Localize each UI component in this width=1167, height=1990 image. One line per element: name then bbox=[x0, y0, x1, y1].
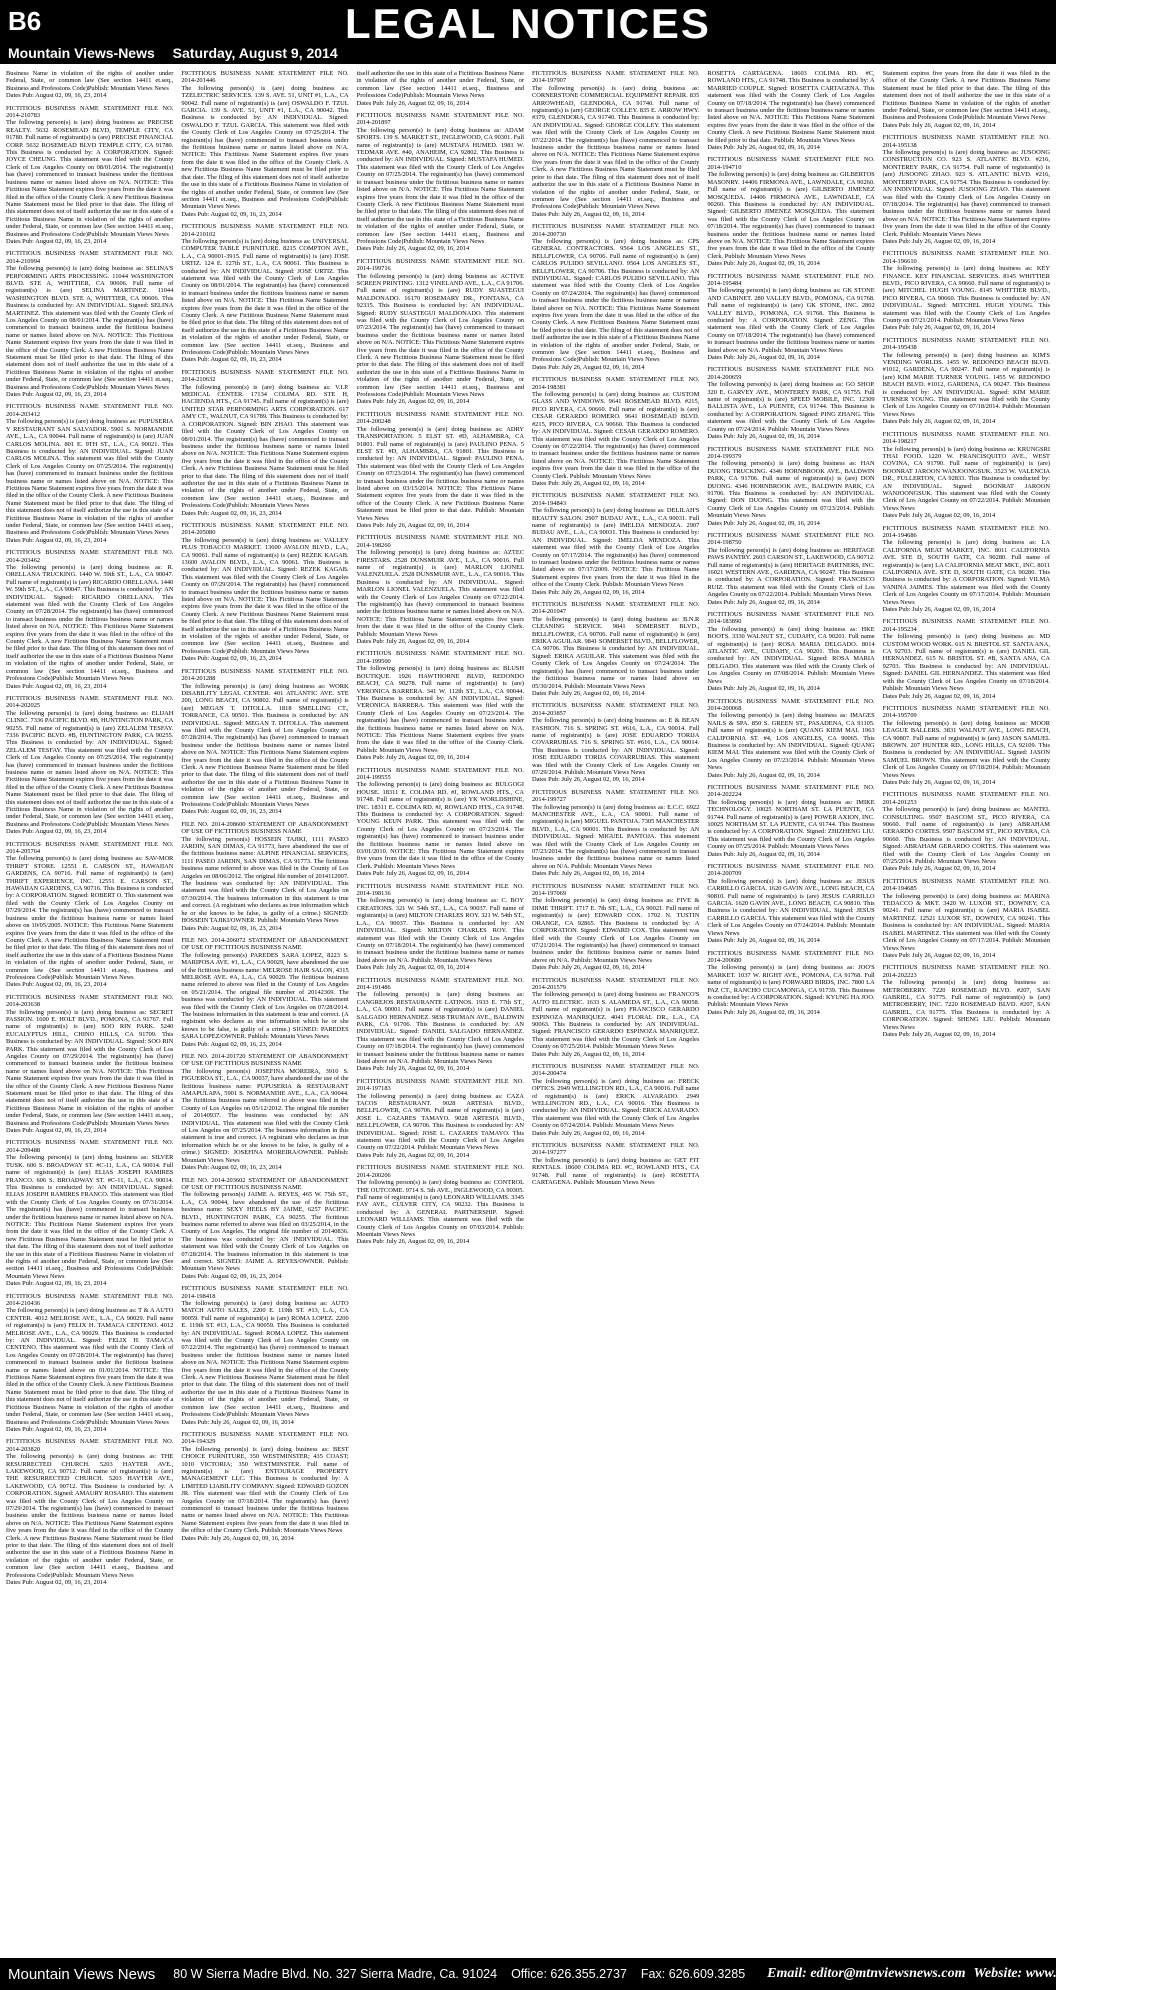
notice-title: FICTITIOUS BUSINESS NAME STATEMENT FILE NO. 2014-195438 bbox=[882, 336, 1050, 352]
legal-notice bbox=[707, 784, 874, 858]
notice-title: FICTITIOUS BUSINESS NAME STATEMENT FILE NO. 2014-199379 bbox=[707, 445, 875, 460]
notice-pub-dates: Dates Pub: August 02, 09, 16, 23, 2014 bbox=[181, 1040, 282, 1048]
notice-title: FICTITIOUS BUSINESS NAME STATEMENT FILE NO. 2014-210436 bbox=[6, 1292, 174, 1307]
notice-column bbox=[883, 70, 1050, 1952]
legal-notice bbox=[181, 668, 348, 816]
legal-notice bbox=[6, 1438, 173, 1586]
footer-email[interactable]: Email: editor@mtnviewsnews.com bbox=[767, 1966, 966, 1981]
notice-pub-dates: Dates Pub: July 26, August 02, 09, 16, 2014 bbox=[356, 1065, 470, 1073]
notice-title: FICTITIOUS BUSINESS NAME STATEMENT FILE NO. 2014-196610 bbox=[882, 250, 1050, 265]
legal-notice bbox=[181, 223, 348, 364]
notice-pub-dates: Dates Pub: July 26, August 02, 09, 16, 2014 bbox=[531, 1050, 645, 1058]
notice-pub-dates: Dates Pub: July 26, August 02, 09, 16, 2014 bbox=[707, 144, 820, 152]
notice-body: The following person(s) is (are) doing business as: FRANCO'S AUTO ELECTRIC. 1633 S. ALAMEDA ST., L.A., CA 90058. Full name of registrant(s) is (are) FRANCISCO GERARDO ESPINOZA MANRIQUEZ. 4041 FLORAL DR., L.A., CA 90063. This Business is conducted by: AN INDIVIDUAL. Signed: FRANCISCO GERARDO ESPINOZA MANRIQUEZ. This statement was filed with the County Clerk of Los Angeles County on 07/25/2014. Publish: Mountain Views News bbox=[531, 991, 700, 1051]
notice-title: FICTITIOUS BUSINESS NAME STATEMENT FILE NO. 2014-197907 bbox=[531, 70, 700, 85]
notice-body: The following person(s) is (are) doing business as: GK STONE AND CABINET. 280 VALLEY BLVD., POMONA, CA 91768. Full name of registrant(s) is (are) GK STONE, INC. 2802 VALLEY BLVD., POMONA, CA 91768. This Business is conducted by: A CORPORATION. Signed: ZENG. This statement was filed with the County Clerk of Los Angeles County on 07/18/2014. The registrant(s) has (have) commenced to transact business under the fictitious business name or names listed above on N/A. Publish: Mountain Views News bbox=[707, 287, 875, 354]
legal-notice bbox=[181, 937, 348, 1048]
notice-body: The following person(s) is (are) doing business as: SECRET PASSION. 1600 E. HOLT BLVD., POMONA, CA 91767. Full name of registrant(s) is (are) SOO RIN PARK. 5240 EUCALYPTUS HILL, CHINO HILLS, CA 91709. This Business is conducted by: AN INDIVIDUAL. Signed: SOO RIN PARK. This statement was filed with the County Clerk of Los Angeles County on 07/29/2014. The registrant(s) has (have) commenced to transact business under the fictitious business name or names listed above on N/A. NOTICE: This Fictitious Name Statement expires five years from the date it was filed in the office of the County Clerk. A new Fictitious Business Name Statement must be filed prior to that date. The filing of this statement does not of itself authorize the use in this state of a Fictitious Business Name in violation of the rights of another under Federal, State, or common law (See section 14411 et.seq., Business and Professions Code)Publish: Mountain Views News bbox=[6, 1008, 174, 1127]
notice-pub-dates: Dates Pub: August 02, 09, 16, 23, 2014 bbox=[181, 924, 282, 932]
notice-title: FICTITIOUS BUSINESS NAME STATEMENT FILE NO. 2014-200709 bbox=[707, 863, 875, 878]
notice-pub-dates: Dates Pub: July 26, August 02, 09, 16, 2014 bbox=[882, 512, 996, 520]
notice-title: FICTITIOUS BUSINESS NAME STATEMENT FILE NO. 2014-201897 bbox=[356, 112, 524, 127]
notice-body: The following person(s) is (are) doing business as: GO SHOP. 320 E. GARVEY AVE., MONTEREY PARK, CA 91755. Full name of registrant(s) is (are) SPEED MOBILE, INC. 12309 BALLISTA AVE., LA PUENTE, CA 91744. This Business is conducted by: A CORPORATION. Signed: PING ZHANG. This statement was filed with the County Clerk of Los Angeles County on 07/24/2014. Publish: Mountain Views News bbox=[707, 381, 875, 433]
notice-pub-dates: Dates Pub: July 26, August 02, 09, 16, 2014 bbox=[531, 1129, 645, 1137]
legal-notice bbox=[357, 258, 524, 406]
publication-name: Mountain Views-News bbox=[8, 45, 155, 61]
notice-body: The following person(s) is (are) doing business as: C. BOY CREATIONS. 321 W. 54th ST., L.A., CA 90037. Full name of registrant(s) is (are) MILTON CHARLES ROY. 321 W. 54th ST., L.A., CA 90037. This Business is conducted by: AN INDIVIDUAL. Signed: MILTON CHARLES ROY. This statement was filed with the County Clerk of Los Angeles County on 07/18/2014. The registrant(s) has (have) commenced to transact business under the fictitious business name or names listed above on N/A. Publish: Mountain Views News bbox=[356, 897, 524, 964]
notice-pub-dates: Dates Pub: July 26, August 02, 09, 16, 2014 bbox=[531, 964, 645, 972]
notice-pub-dates: Dates Pub: August 02, 09, 16, 23, 2014 bbox=[181, 1164, 282, 1172]
masthead bbox=[0, 0, 1056, 64]
legal-notice bbox=[6, 549, 173, 690]
notice-pub-dates: Dates Pub: August 02, 09, 16, 23, 2014 bbox=[6, 391, 107, 399]
legal-notice bbox=[357, 1164, 524, 1245]
notice-title: FICTITIOUS BUSINESS NAME STATEMENT FILE NO. 2014-198136 bbox=[356, 882, 524, 898]
legal-notice bbox=[532, 1142, 699, 1186]
notice-body: The following person(s) is (are) doing business as: WORK DISABILITY LEGAL CENTER. 401 ATLANTIC AVE. STE 200, LONG BEACH, CA 90802. Full name of registrant(s) is (are) MEGAN T. DITOLLA. 1818 SMELLING CT., TORRANCE, CA 90501. This Business is conducted by: AN INDIVIDUAL. Signed: MEGAN T. DITOLLA. This statement was filed with the County Clerk of Los Angeles County on 07/28/2014. The registrant(s) has (have) commenced to transact business under the fictitious business name or names listed above on N/A. NOTICE: This Fictitious Name Statement expires five years from the date it was filed in the office of the County Clerk. A new Fictitious Business Name Statement must be filed prior to that date. The filing of this statement does not of itself authorize the use in this state of a Fictitious Business Name in violation of the rights of another under Federal, State, or common law (See section 14411 et.seq., Business and Professions Code)Publish: Mountain Views News bbox=[181, 682, 349, 808]
legal-notice bbox=[357, 1078, 524, 1159]
notice-body: The following person(s) is (are) doing business as: LA CALIFORNIA MEAT MARKET, INC. 8011 CALIFORNIA AVE. STE D, SOUTH GATE, CA 90280. Full name of registrant(s) is (are) LA CALIFORNIA MEAT MKT., INC. 8011 CALIFORNIA AVE. STE D, SOUTH GATE, CA 90280. This Business is conducted by: A CORPORATION. Signed: VILMA VANINA JAIMES. This statement was filed with the County Clerk of Los Angeles County on 07/17/2014. Publish: Mountain Views News bbox=[882, 539, 1050, 606]
notice-title: FILE NO. 2014-208600 STATEMENT OF ABANDONMENT OF USE OF FICTITIOUS BUSINESS NAME bbox=[181, 820, 349, 836]
notice-title: FICTITIOUS BUSINESS NAME STATEMENT FILE NO. 2014-210783 bbox=[6, 104, 174, 120]
notice-body: The following person(s) JAIME A. REYES, 465 W. 75th ST., L.A., CA 90044, have abandoned the use of the fictitious business name: SEXY HEELS BY JAIME, 6257 PACIFIC BLVD., HUNTINGTON PARK, CA 90255. The fictitious business name referred to above was filed on 03/25/2014, in the County of Los Angeles. The original file number of 20140836. The business was conducted by: AN INDIVIDUAL. This statement was filed with the County Clerk of Los Angeles on 07/28/2014. The business information in this statement is true and correct. SIGNED: JAIME A. REYES/OWNER. Publish: Mountain Views News bbox=[181, 1191, 349, 1273]
notice-column bbox=[357, 70, 524, 1952]
notice-body: The following person(s) is (are) doing business as: T & A AUTO CENTER. 4012 MELROSE AVE., L.A., CA 90029. Full name of registrant(s) is (are) FELIX H. TAMACA CENTENO. 4012 MELROSE AVE., L.A., CA 90029. This Business is conducted by: AN INDIVIDUAL. Signed: FELIX H. TAMACA CENTENO. This statement was filed with the County Clerk of Los Angeles County on 07/28/2014. The registrant(s) has (have) commenced to transact business under the fictitious business name or names listed above on 01/01/2014. NOTICE: This Fictitious Name Statement expires five years from the date it was filed in the office of the County Clerk. A new Fictitious Business Name Statement must be filed prior to that date. The filing of this statement does not of itself authorize the use in this state of a Fictitious Business Name in violation of the rights of another under Federal, State, or common law (See section 14411 et.seq., Business and Professions Code)Publish: Mountain Views News bbox=[6, 1307, 174, 1426]
notice-title: FICTITIOUS BUSINESS NAME STATEMENT FILE NO. 2014-209488 bbox=[6, 1139, 174, 1154]
notice-body: The following person(s) is (are) doing business as: UNIVERSAL COMPUTER TABLE FURNITURE. 8215 COMPTON AVE., L.A., CA 90001-3915. Full name of registrant(s) is (are) JOSE URTIZ. 124 E. 127th ST., L.A., CA 90061. This Business is conducted by: AN INDIVIDUAL. Signed: JOSE URTIZ. This statement was filed with the County Clerk of Los Angeles County on 08/01/2014. The registrant(s) has (have) commenced to transact business under the fictitious business name or names listed above on N/A. NOTICE: This Fictitious Name Statement expires five years from the date it was filed in the office of the County Clerk. A new Fictitious Business Name Statement must be filed prior to that date. The filing of this statement does not of itself authorize the use in this state of a Fictitious Business Name in violation of the rights of another under Federal, State, or common law (See section 14411 et.seq., Business and Professions Code)Publish: Mountain Views News bbox=[181, 237, 349, 357]
notice-title: FICTITIOUS BUSINESS NAME STATEMENT FILE NO. 2014-200730 bbox=[531, 223, 700, 238]
notice-body: The following person(s) is (are) doing business as: FIVE & DIME THRIFT. 1717 E. 7th ST., L.A., CA 90021. Full name of registrant(s) is (are) EDWARD COX. 1702 N. TUSTIN ORANGE, CA 92865. This Business is conducted by: A CORPORATION. Signed: EDWARD COX. This statement was filed with the County Clerk of Los Angeles County on 07/21/2014. The registrant(s) has (have) commenced to transact business under the fictitious business name or names listed above on N/A. Publish: Mountain Views News bbox=[531, 897, 700, 964]
notice-pub-dates: Dates Pub: August 02, 09, 16, 23, 2014 bbox=[181, 1272, 282, 1280]
notice-pub-dates: Dates Pub: July 26, August 02, 09, 16, 2014 bbox=[707, 354, 820, 362]
notice-column bbox=[6, 70, 173, 1952]
notice-title: FILE NO. 2014-201720 STATEMENT OF ABANDONMENT OF USE OF FICTITIOUS BUSINESS NAME bbox=[181, 1053, 349, 1068]
legal-notice bbox=[707, 156, 874, 267]
notice-body: The following person(s) is (are) doing business as: R. ORELLANA TRUCKING. 1440 W. 59th ST., L.A., CA 90047. Full name of registrant(s) is (are) RICARDO ORELLANA. 1440 W. 59th ST., L.A., CA 90047. This Business is conducted by: AN INDIVIDUAL. Signed: RICARDO ORELLANA. This statement was filed with the County Clerk of Los Angeles County on 07/28/2014. The registrant(s) has (have) commenced to transact business under the fictitious business name or names listed above on N/A. NOTICE: This Fictitious Name Statement expires five years from the date it was filed in the office of the County Clerk. A new Fictitious Business Name Statement must be filed prior to that date. The filing of this statement does not of itself authorize the use in this state of a Fictitious Business Name in violation of the rights of another under Federal, State, or common law (See section 14411 et.seq., Business and Professions Code)Publish: Mountain Views News bbox=[6, 564, 174, 683]
notice-body: Statement expires five years from the date it was filed in the office of the County Clerk. A new Fictitious Business Name Statement must be filed prior to that date. The filing of this statement does not of itself authorize the use in this state of a Fictitious Business Name in violation of the rights of another under Federal, State, or common law (See section 14411 et.seq., Business and Professions Code)Publish: Mountain Views News bbox=[882, 70, 1050, 122]
notice-title: FICTITIOUS BUSINESS NAME STATEMENT FILE NO. 2014-201253 bbox=[882, 791, 1050, 806]
notice-body: The following person(s) is (are) doing business as: IMIKE TECHNOLOGY. 10025 NORTHAM ST. LA PUENTE, CA 91744. Full name of registrant(s) is (are) POWER AXION, INC. 10025 NORTHAM ST. LA PUENTE, CA 91744. This Business is conducted by: A CORPORATION. Signed: ZHIZHENG LIU. This statement was filed with the County Clerk of Los Angeles County on 07/25/2014. Publish: Mountain Views News bbox=[707, 798, 875, 851]
notice-title: FICTITIOUS BUSINESS NAME STATEMENT FILE NO. 2014-191486 bbox=[356, 976, 524, 991]
legal-notice bbox=[532, 789, 699, 878]
notice-body: The following person(s) is (are) doing business as: METROBERRY. 7220 ROSEMEAD BLVD. #207, SAN GABRIEL, CA 91775. Full name of registrant(s) is (are) METROBERRY, INC. 7220 ROSEMEAD BLVD. #207, SAN GABRIEL, CA 91775. This Business is conducted by: A CORPORATION. Signed: SHENG LIU. Publish: Mountain Views News bbox=[882, 979, 1050, 1031]
notice-pub-dates: Dates Pub: July 26, August 02, 09, 16, 2014 bbox=[531, 689, 645, 697]
notice-pub-dates: Dates Pub: July 26, August 02, 09, 16, 2014 bbox=[531, 870, 645, 878]
notice-body: The following person(s) is (are) doing business as: MANTEL CONSULTING. 9507 BASCOM ST., PICO RIVERA, CA 90660. Full name of registrant(s) is (are) ABRAHAM GERARDO CORTES. 9507 BASCOM ST., PICO RIVERA, CA 90660. This Business is conducted by: AN INDIVIDUAL. Signed: ABRAHAM GERARDO CORTES. This statement was filed with the County Clerk of Los Angeles County on 07/25/2014. Publish: Mountain Views News bbox=[882, 806, 1050, 866]
notice-pub-dates: Dates Pub: August 02, 09, 16, 23, 2014 bbox=[181, 655, 282, 663]
notice-pub-dates: Dates Pub: August 02, 09, 16, 23, 2014 bbox=[181, 210, 282, 218]
notice-pub-dates: Dates Pub: July 26, August 02, 09, 16, 2014 bbox=[707, 850, 820, 858]
notice-body: The following person(s) is (are) doing business as: JESUS CARRILLO GARCIA. 1620 GAVIN AVE., LONG BEACH, CA 90810. Full name of registrant(s) is (are) JESUS CARRILLO GARCIA. 1620 GAVIN AVE., LONG BEACH, CA 90810. This Business is conducted by: AN INDIVIDUAL. Signed: JESUS CARRILLO GARCIA. This statement was filed with the County Clerk of Los Angeles County on 07/24/2014. Publish: Mountain Views News bbox=[707, 877, 875, 937]
notice-body: The following person(s) is (are) doing business as: ELIJAH CLINIC. 7336 PACIFIC BLVD. #B, HUNTINGTON PARK, CA 90255. Full name of registrant(s) is (are) ZELALEM TESFAY. 7336 PACIFIC BLVD. #B, HUNTINGTON PARK, CA 90255. This Business is conducted by: AN INDIVIDUAL. Signed: ZELALEM TESFAY. This statement was filed with the County Clerk of Los Angeles County on 07/25/2014. The registrant(s) has (have) commenced to transact business under the fictitious business name or names listed above on N/A. NOTICE: This Fictitious Name Statement expires five years from the date it was filed in the office of the County Clerk. A new Fictitious Business Name Statement must be filed prior to that date. The filing of this statement does not of itself authorize the use in this state of a Fictitious Business Name in violation of the rights of another under Federal, State, or common law (See section 14411 et.seq., Business and Professions Code)Publish: Mountain Views News bbox=[6, 709, 174, 828]
legal-notice bbox=[883, 70, 1050, 129]
legal-notice bbox=[532, 70, 699, 218]
legal-notice bbox=[532, 376, 699, 487]
legal-notice bbox=[181, 522, 348, 663]
notice-title: FICTITIOUS BUSINESS NAME STATEMENT FILE NO. 2014-210994 bbox=[6, 250, 174, 265]
notice-body: The following person(s) PAREDES SARA LOPEZ, 8223 S. MARIPOSA AVE. #1, L.A., CA 90029, have abandoned the use of the fictitious business name: MELROSE HAIR SALON, 4315 MELROSE AVE. #A, L.A., CA 90029. The fictitious business name referred to above was filed in the County of Los Angeles on 05/21/2014. The original file number of 20142369. The business was conducted by: AN INDIVIDUAL. This statement was filed with the County Clerk of Los Angeles on 07/28/2014. The business information in this statement is true and correct. (A registrant who declares as true information which he or she knows to be false, is guilty of a crime.) SIGNED: PAREDES SARA LOPEZ/OWNER. Publish: Mountain Views News bbox=[181, 951, 349, 1041]
footer-office-phone: Office: 626.355.2737 bbox=[511, 1967, 627, 1981]
notice-pub-dates: Dates Pub: July 26, August 02, 09, 16, 2014 bbox=[356, 870, 470, 878]
notice-pub-dates: Dates Pub: July 26, August 02, 09, 16, 2014 bbox=[707, 1008, 820, 1016]
notice-pub-dates: Dates Pub: July 26, August 02, 09, 16, 2014 bbox=[181, 1418, 294, 1426]
notice-pub-dates: Dates Pub: August 02, 09, 16, 23, 2014 bbox=[6, 237, 107, 245]
footer-website[interactable]: Website: www.mtnviewsnews.com bbox=[973, 1966, 1167, 1981]
notice-body: The following person(s) is (are) doing business as: MD CUSTOM WOOD WORK. 615 N. BRISTOL ST. SANTA ANA, CA 92703. Full name of registrant(s) is (are) DANIEL GIL HERNANDEZ. 615 N. BRISTOL ST. #B, SANTA ANA, CA 92703. This Business is conducted by: AN INDIVIDUAL. Signed: DANIEL GIL HERNANDEZ. This statement was filed with the County Clerk of Los Angeles County on 07/18/2014. Publish: Mountain Views News bbox=[882, 633, 1050, 693]
notice-pub-dates: Dates Pub: July 26, August 02, 09, 16, 2014 bbox=[356, 1151, 470, 1159]
notice-body: The following person(s) is (are) doing business as: ADAM SPORTS. 139 S. MARKET ST., INGLEWOOD, CA 90301. Full name of registrant(s) is (are) MUSTAFA HUMED. 1981 W. TEDMAR AVE. #40, ANAHEIM, CA 92802. This Business is conducted by: AN INDIVIDUAL. Signed: MUSTAFA HUMED. This statement was filed with the County Clerk of Los Angeles County on 07/25/2014. The registrant(s) has (have) commenced to transact business under the fictitious business name or names listed above on N/A. NOTICE: This Fictitious Name Statement expires five years from the date it was filed in the office of the County Clerk. A new Fictitious Business Name Statement must be filed prior to that date. The filing of this statement does not of itself authorize the use in this state of a Fictitious Business Name in violation of the rights of another under Federal, State, or common law (See section 14411 et.seq., Business and Professions Code)Publish: Mountain Views News bbox=[356, 126, 524, 245]
notice-body: The following person(s) is (are) doing business as: CUSTOM GLASS AND WINDOWS. 9641 ROSEMEAD BLVD. #215, PICO RIVERA, CA 90660. Full name of registrant(s) is (are) CESAR GERARDO ROMERO. 9641 ROSEMEAD BLVD. #215, PICO RIVERA, CA 90660. This Business is conducted by: AN INDIVIDUAL. Signed: CESAR GERARDO ROMERO. This statement was filed with the County Clerk of Los Angeles County on 07/22/2014. The registrant(s) has (have) commenced to transact business under the fictitious business name or names listed above on N/A. NOTICE: This Fictitious Name Statement expires five years from the date it was filed in the office of the County Clerk. Publish: Mountain Views News bbox=[531, 391, 700, 480]
legal-notice bbox=[532, 1063, 699, 1137]
notice-pub-dates: Dates Pub: August 02, 09, 16, 23, 2014 bbox=[6, 1425, 107, 1433]
notice-title: FICTITIOUS BUSINESS NAME STATEMENT FILE NO. 2014-199500 bbox=[356, 650, 524, 665]
notice-title: FICTITIOUS BUSINESS NAME STATEMENT FILE NO. 2014-195709 bbox=[882, 704, 1050, 720]
notice-body: The following person(s) is (are) doing business as: PRECISE REALTY. 5632 ROSEMEAD BLVD, TEMPLE CITY, CA 91780. Full name of registrant(s) is (are) PRECISE FINANCIAL CORP. 5632 ROSEMEAD BLVD TEMPLE CITY, CA 91780. This Business is conducted by: A CORPORATION. Signed: JOYCE CHEUNG. This statement was filed with the County Clerk of Los Angeles County on 08/01/2014. The registrant(s) has (have) commenced to transact business under the fictitious business name or names listed above on N/A. NOTICE: This Fictitious Name Statement expires five years from the date it was filed in the office of the County Clerk. A new Fictitious Business Name Statement must be filed prior to that date. The filing of this statement does not of itself authorize the use in this state of a Fictitious Business Name in violation of the rights of another under Federal, State, or common law (See section 14411 et.seq., Business and Professions Code)Publish: Mountain Views News bbox=[6, 119, 174, 238]
page-number: B6 bbox=[8, 6, 42, 36]
notice-pub-dates: Dates Pub: July 26, August 02, 09, 16, 2014 bbox=[707, 519, 820, 527]
notice-pub-dates: Dates Pub: July 26, August 02, 09, 16, 2014 bbox=[531, 776, 645, 784]
notice-body: The following person(s) is (are) doing business as: AZTEC FIRESTARS. 2528 DUNSMUIR AVE., L.A., CA 90016. Full name of registrant(s) is (are) MARLON LIONEL VALENZUELA. 2528 DUNSMUIR AVE., L.A., CA 90016. This Business is conducted by: AN INDIVIDUAL. Signed: MARLON LIONEL VALENZUELA. This statement was filed with the County Clerk of Los Angeles County on 07/22/2014. The registrant(s) has (have) commenced to transact business under the fictitious business name or names listed above on N/A. NOTICE: This Fictitious Name Statement expires five years from the date it was filed in the office of the County Clerk. Publish: Mountain Views News bbox=[356, 549, 524, 638]
notice-body: The following person(s) is (are) doing business as: JOO'S MARKET. 1037 W. RIGHT AVE., POMONA, CA 91768. Full name of registrant(s) is (are) FORWARD BIRDS, INC. 7800 LA PAZ CT., RANCHO CUCAMONGA, CA 91739. This Business is conducted by: A CORPORATION. Signed: KYUNG HA JOO. Publish: Mountain Views News bbox=[707, 964, 875, 1009]
notice-pub-dates: Dates Pub: July 26, August 02, 09, 16, 2014 bbox=[531, 479, 645, 487]
notice-title: FICTITIOUS BUSINESS NAME STATEMENT FILE NO. 2014-199555 bbox=[356, 766, 524, 781]
notice-title: FICTITIOUS BUSINESS NAME STATEMENT FILE NO. 2014-201047 bbox=[531, 601, 700, 616]
notice-body: The following person(s) is (are) doing business as: GET FIT RENTALS. 18600 COLIMA RD. #C, ROWLAND HTS., CA 91748. Full name of registrant(s) is (are) ROSETTA CARTAGENA. Publish: Mountain Views News bbox=[531, 1156, 700, 1187]
legal-notice bbox=[532, 601, 699, 697]
notice-pub-dates: Dates Pub: July 26, August 02, 09, 16, 2014 bbox=[356, 1238, 470, 1246]
notice-body: The following person(s) is (are) doing business as: SELINA'S PERFORMING ARTS PROCESSING. 11044 WASHINGTON BLVD. STE A, WHITTIER, CA 90606. Full name of registrant(s) is (are) SELINA MARTINEZ. 11044 WASHINGTON BLVD. STE A, WHITTIER, CA 90606. This Business is conducted by: AN INDIVIDUAL. Signed: SELINA MARTINEZ. This statement was filed with the County Clerk of Los Angeles County on 08/01/2014. The registrant(s) has (have) commenced to transact business under the fictitious business name or names listed above on N/A. NOTICE: This Fictitious Name Statement expires five years from the date it was filed in the office of the County Clerk. A new Fictitious Business Name Statement must be filed prior to that date. The filing of this statement does not of itself authorize the use in this state of a Fictitious Business Name in violation of the rights of another under Federal, State, or common law (See section 14411 et.seq., Business and Professions Code)Publish: Mountain Views News bbox=[6, 265, 174, 391]
notice-title: FICTITIOUS BUSINESS NAME STATEMENT FILE NO. 2014-200474 bbox=[531, 1063, 700, 1078]
notice-pub-dates: Dates Pub: July 26, August 02, 09, 16, 2014 bbox=[882, 121, 996, 129]
notice-body: The following person(s) is (are) doing business as: DELILAH'S BEAUTY SALON. 2907 BUDAU AVE., L.A., CA 90031. Full name of registrant(s) is (are) IMELDA MENDOZA. 2907 BUDAU AVE., L.A., CA 90031. This Business is conducted by: AN INDIVIDUAL. Signed: IMELDA MENDOZA. This statement was filed with the County Clerk of Los Angeles County on 07/17/2014. The registrant(s) has (have) commenced to transact business under the fictitious business name or names listed above on 07/17/2009. NOTICE: This Fictitious Name Statement expires five years from the date it was filed in the office of the County Clerk. Publish: Mountain Views News bbox=[531, 507, 700, 589]
notice-pub-dates: Dates Pub: July 26, August 02, 09, 16, 2014 bbox=[356, 754, 470, 762]
notice-body: Business Name in violation of the rights of another under Federal, State, or common law (See section 14411 et.seq., Business and Professions Code)Publish: Mountain Views News bbox=[6, 70, 174, 92]
notice-body: The following person(s) is (are) doing business as: PUPUSERIA Y RESTAURANT SAN SALVADOR. 5901 S. NORMANDIE AVE., L.A., CA 90044. Full name of registrant(s) is (are) JUAN CARLOS MOLINA. 801 E. 9TH ST., L.A., CA 90021. This Business is conducted by: AN INDIVIDUAL. Signed: JUAN CARLOS MOLINA. This statement was filed with the County Clerk of Los Angeles County on 07/25/2014. The registrant(s) has (have) commenced to transact business under the fictitious business name or names listed above on N/A. NOTICE: This Fictitious Name Statement expires five years from the date it was filed in the office of the County Clerk. A new Fictitious Business Name Statement must be filed prior to that date. The filing of this statement does not of itself authorize the use in this state of a Fictitious Business Name in violation of the rights of another under Federal, State, or common law (See section 14411 et.seq., Business and Professions Code)Publish: Mountain Views News bbox=[6, 418, 174, 537]
notice-pub-dates: Dates Pub: July 26, August 02, 09, 16, 2014 bbox=[882, 237, 996, 245]
notice-body: The following person(s) is (are) doing business as: TZELECTRIC SERVICES. 139 S. AVE. 51, UNIT #1, L.A., CA 90042. Full name of registrant(s) is (are) OSWALDO F. TZUL GARCIA. 139 S. AVE. 51, UNIT #1, L.A., CA 90042. This Business is conducted by: AN INDIVIDUAL. Signed: OSWALDO F. TZUL GARCIA. This statement was filed with the County Clerk of Los Angeles County on 07/25/2014. The registrant(s) has (have) commenced to transact business under the fictitious business name or names listed above on N/A. NOTICE: This Fictitious Name Statement expires five years from the date it was filed in the office of the County Clerk. A new Fictitious Business Name Statement must be filed prior to that date. The filing of this statement does not of itself authorize the use in this state of a Fictitious Business Name in violation of the rights of another under Federal, State, or common law (See section 14411 et.seq., Business and Professions Code)Publish: Mountain Views News bbox=[181, 84, 349, 211]
legal-notice bbox=[181, 1053, 348, 1172]
notice-pub-dates: Dates Pub: August 02, 09, 16, 23, 2014 bbox=[6, 828, 107, 836]
notice-title: FICTITIOUS BUSINESS NAME STATEMENT FILE NO. 2014-200680 bbox=[707, 949, 875, 964]
notice-pub-dates: Dates Pub: July 26, August 02, 09, 16, 2014 bbox=[531, 363, 645, 371]
legal-notice bbox=[532, 977, 699, 1058]
legal-notice bbox=[357, 411, 524, 530]
notice-title: FICTITIOUS BUSINESS NAME STATEMENT FILE NO. 2014-183890 bbox=[707, 611, 875, 626]
notice-pub-dates: Dates Pub: July 26, August 02, 09, 16, 2014 bbox=[882, 865, 996, 873]
notice-body: ROSETTA CARTAGENA. 18603 COLIMA RD. #C, ROWLAND HTS., CA 91748. This Business is conducted by: A MARRIED COUPLE. Signed: ROSETTA CARTAGENA. This statement was filed with the County Clerk of Los Angeles County on 07/18/2014. The registrant(s) has (have) commenced to transact business under the fictitious business name or names listed above on N/A. NOTICE: This Fictitious Name Statement expires five years from the date it was filed in the office of the County Clerk. A new Fictitious Business Name Statement must be filed prior to that date. Publish: Mountain Views News bbox=[707, 70, 875, 144]
notice-body: The following person(s) is (are) doing business as: ADRY TRANSPORTATION. 5 ELST ST. #D, ALHAMBRA, CA 91801. Full name of registrant(s) is (are) PAULINO PENA. 5 ELST ST. #D, ALHAMBRA, CA 91801. This Business is conducted by: AN INDIVIDUAL. Signed: PAULINO PENA. This statement was filed with the County Clerk of Los Angeles County on 07/23/2014. The registrant(s) has (have) commenced to transact business under the fictitious business name or names listed above on 03/15/2014. NOTICE: This Fictitious Name Statement expires five years from the date it was filed in the office of the County Clerk. A new Fictitious Business Name Statement must be filed prior to that date. Publish: Mountain Views News bbox=[356, 425, 524, 522]
notice-title: FICTITIOUS BUSINESS NAME STATEMENT FILE NO. 2014-205080 bbox=[181, 521, 349, 537]
notice-title: FICTITIOUS BUSINESS NAME STATEMENT FILE NO. 2014-203857 bbox=[531, 702, 700, 717]
legal-notice bbox=[6, 250, 173, 398]
notice-body: The following person(s) is (are) doing business as: E.C.C. 6922 MANCHESTER AVE., L.A., CA 90001. Full name of registrant(s) is (are) MIGUEL PANTOJA. 7305 MANCHESTER BLVD., L.A., CA 90001. This Business is conducted by: AN INDIVIDUAL. Signed: MIGUEL PANTOJA. This statement was filed with the County Clerk of Los Angeles County on 07/23/2014. The registrant(s) has (have) commenced to transact business under the fictitious business name or names listed above on N/A. Publish: Mountain Views News bbox=[531, 803, 700, 870]
notice-pub-dates: Dates Pub: July 26, August 02, 09, 16, 2014 bbox=[356, 638, 470, 646]
notice-body: The following person(s) is (are) doing business as: MARINA TEDACCO & MKT. 3420 W. LUXOR ST., DOWNEY, CA 90241. Full name of registrant(s) is (are) MARIA ISABEL MARTINEZ. 12521 LUXOR ST., DOWNEY, CA 90241. This Business is conducted by: AN INDIVIDUAL. Signed: MARIA ISABEL MARTINEZ. This statement was filed with the County Clerk of Los Angeles County on 07/17/2014. Publish: Mountain Views News bbox=[882, 892, 1050, 952]
legal-notice bbox=[6, 70, 173, 100]
legal-notice bbox=[181, 1177, 348, 1281]
notice-title: FICTITIOUS BUSINESS NAME STATEMENT FILE NO. 2014-198217 bbox=[882, 430, 1050, 446]
legal-notice bbox=[181, 70, 348, 218]
legal-notice bbox=[883, 431, 1050, 520]
notice-title: FICTITIOUS BUSINESS NAME STATEMENT FILE NO. 2014-197277 bbox=[531, 1142, 700, 1157]
notice-pub-dates: Dates Pub: August 02, 09, 16, 23, 2014 bbox=[6, 682, 107, 690]
notice-body: The following person(s) is (are) doing business as: KIM'S VENDING WORLDS. 1455 W. REDONDO BEACH BLVD. #1012, GARDENA, CA 90247. Full name of registrant(s) is (are) KIM MARIE TURNER YOUNG. 1455 W. REDONDO BEACH BLVD. #1012, GARDENA, CA 90247. This Business is conducted by: AN INDIVIDUAL. Signed: KIM MARIE TURNER YOUNG. This statement was filed with the County Clerk of Los Angeles County on 07/18/2014. Publish: Mountain Views News bbox=[882, 351, 1050, 418]
footer bbox=[0, 1958, 1167, 1990]
notice-body: The following person(s) is (are) doing business as: HERITAGE PAWS PANTRY. 2603 CARSON ST., LAKEWOOD, CA 90712. Full name of registrant(s) is (are) HERITAGE PARTNERS, INC. 16021 WESTERN AVE., GARDENA, CA 90247. This Business is conducted by: A CORPORATION. Signed: FRANCISCO RUIZ. This statement was filed with the County Clerk of Los Angeles County on 07/22/2014. Publish: Mountain Views News bbox=[707, 546, 875, 599]
notice-pub-dates: Dates Pub: July 26, August 02, 09, 16, 2014 bbox=[882, 1030, 996, 1038]
notice-title: FICTITIOUS BUSINESS NAME STATEMENT FILE NO. 2014-201446 bbox=[181, 70, 349, 85]
notice-pub-dates: Dates Pub: July 26, August 02, 09, 16, 2014 bbox=[356, 521, 470, 529]
notice-title: FILE NO. 2014-206072 STATEMENT OF ABANDONMENT OF USE OF FICTITIOUS BUSINESS NAME bbox=[181, 936, 349, 952]
notice-title: FICTITIOUS BUSINESS NAME STATEMENT FILE NO. 2014-201579 bbox=[531, 976, 700, 991]
legal-notice bbox=[883, 791, 1050, 872]
notice-body: The following person(s) is (are) doing business as: ACTIVE SCREEN PRINTING. 1312 VINELAND AVE., L.A., CA 91706. Full name of registrant(s) is (are) RUDY SUASTEGUI MALDONADO. 16170 ROSEMARY DR., FONTANA, CA 92335. This Business is conducted by: AN INDIVIDUAL. Signed: RUDY SUASTEGUI MALDONADO. This statement was filed with the County Clerk of Los Angeles County on 07/23/2014. The registrant(s) has (have) commenced to transact business under the fictitious business name or names listed above on N/A. NOTICE: This Fictitious Name Statement expires five years from the date it was filed in the office of the County Clerk. A new Fictitious Business Name Statement must be filed prior to that date. The filing of this statement does not of itself authorize the use in this state of a Fictitious Business Name in violation of the rights of another under Federal, State, or common law (See section 14411 et.seq., Business and Professions Code)Publish: Mountain Views News bbox=[356, 272, 524, 399]
legal-notice bbox=[6, 695, 173, 836]
legal-notice bbox=[6, 1293, 173, 1434]
notice-title: FICTITIOUS BUSINESS NAME STATEMENT FILE NO. 2014-201288 bbox=[181, 667, 349, 683]
notice-title: FICTITIOUS BUSINESS NAME STATEMENT FILE NO. 2014-200248 bbox=[356, 410, 524, 426]
notice-body: The following person(s) is (are) doing business as: GILBERTOS MASONRY. 14406 FIRMONA AVE., LAWNDALE, CA 90260. Full name of registrant(s) is (are) GILBERTO JIMENEZ MOSQUEDA. 14406 FIRMONA AVE., LAWNDALE, CA 90260. This Business is conducted by: AN INDIVIDUAL. Signed: GILBERTO JIMENEZ MOSQUEDA. This statement was filed with the County Clerk of Los Angeles County on 07/18/2014. The registrant(s) has (have) commenced to transact business under the fictitious business name or names listed above on N/A. NOTICE: This Fictitious Name Statement expires five years from the date it was filed in the office of the County Clerk. Publish: Mountain Views News bbox=[707, 171, 875, 260]
notice-pub-dates: Dates Pub: August 02, 09, 16, 23, 2014 bbox=[6, 1280, 107, 1288]
notice-column bbox=[181, 70, 348, 1952]
notice-pub-dates: Dates Pub: August 02, 09, 16, 23, 2014 bbox=[6, 536, 107, 544]
notice-pub-dates: Dates Pub: August 02, 09, 16, 23, 2014 bbox=[6, 1127, 107, 1135]
notice-pub-dates: Dates Pub: July 26, August 02, 09, 16, 2014 bbox=[882, 324, 996, 332]
notice-title: FICTITIOUS BUSINESS NAME STATEMENT FILE NO. 2014-203412 bbox=[6, 403, 174, 418]
notice-title: FICTITIOUS BUSINESS NAME STATEMENT FILE NO. 2014-205764 bbox=[6, 840, 174, 856]
notice-body: The following person(s) JOSEFINA MOREIRA, 3910 S. FIGUEROA ST., L.A., CA 90037, have abandoned the use of the fictitious business name: PUPUSERIA & RESTAURANT AMAPULAPA, 5901 S. NORMANDIE AVE., L.A., CA 90044. The fictitious business name referred to above was filed in the County of Los Angeles on 05/12/2012. The original file number of 20140937. The business was conducted by: AN INDIVIDUAL. This statement was filed with the County Clerk of Los Angeles on 07/25/2014. The business information in this statement is true and correct. (A registrant who declares as true information which he or she knows to be false, is guilty of a crime.) SIGNED: JOSEFINA MOREIRA/OWNER. Publish: Mountain Views News bbox=[181, 1067, 349, 1164]
notice-title: FICTITIOUS BUSINESS NAME STATEMENT FILE NO. 2014-200068 bbox=[707, 697, 875, 712]
notice-pub-dates: Dates Pub: July 26, August 02, 09, 16, 2014 bbox=[882, 778, 996, 786]
notice-title: FICTITIOUS BUSINESS NAME STATEMENT FILE NO. 2014-202224 bbox=[707, 783, 875, 799]
notice-body: The following person(s) is (are) doing business as: BLUSH BOUTIQUE. 1926 HAWTHORNE BLVD, REDONDO BEACH, CA 90278. Full name of registrant(s) is (are) VERONICA BARRERA. 341 W. 112th ST., L.A., CA 90044. This Business is conducted by: AN INDIVIDUAL. Signed: VERONICA BARRERA. This statement was filed with the County Clerk of Los Angeles County on 07/23/2014. The registrant(s) has (have) commenced to transact business under the fictitious business name or names listed above on N/A. NOTICE: This Fictitious Name Statement expires five years from the date it was filed in the office of the County Clerk. Publish: Mountain Views News bbox=[356, 665, 524, 754]
legal-notice bbox=[707, 446, 874, 527]
notice-body: The following person(s) is (are) doing business as: MOOR LEAGUE BALLERS. 3831 WALNUT AVE., LONG BEACH, CA 90807. Full name of registrant(s) is (are) JASON SAMUEL BROWN. 207 HUNTER RD., LONG HILLS, CA 92109. This Business is conducted by: AN INDIVIDUAL. Signed: JASON SAMUEL BROWN. This statement was filed with the County Clerk of Los Angeles County on 07/18/2014. Publish: Mountain Views News bbox=[882, 719, 1050, 779]
notice-pub-dates: Dates Pub: August 02, 09, 16, 23, 2014 bbox=[6, 92, 107, 100]
section-title: LEGAL NOTICES bbox=[345, 0, 711, 47]
legal-notice bbox=[707, 366, 874, 440]
notice-pub-dates: Dates Pub: July 26, August 02, 09, 16, 2014 bbox=[356, 245, 470, 253]
notice-body: The following person(s) is (are) doing business as: AUTO MATCH AUTO SALES, 2200 E. 119th ST. #13, L.A., CA 90059. Full name of registrant(s) is (are) ROMA LOPEZ. 2200 E. 119th ST. #13, L.A., CA 90059. This Business is conducted by: AN INDIVIDUAL. Signed: ROMA LOPEZ. This statement was filed with the County Clerk of Los Angeles County on 07/22/2014. The registrant(s) has (have) commenced to transact business under the fictitious business name or names listed above on N/A. NOTICE: This Fictitious Name Statement expires five years from the date it was filed in the office of the County Clerk. A new Fictitious Business Name Statement must be filed prior to that date. The filing of this statement does not of itself authorize the use in this state of a Fictitious Business Name in violation of the rights of another under Federal, State, or common law (See section 14411 et.seq., Business and Professions Code)Publish: Mountain Views News bbox=[181, 1300, 349, 1419]
notice-body: The following person(s) is (are) doing business as: JUSOONG CONSTRUCTION CO. 923 S. ATLANTIC BLVD. #216, MONTEREY PARK, CA 91754. Full name of registrant(s) is (are) JUSOONG ZHAO. 923 S. ATLANTIC BLVD. #216, MONTEREY PARK, CA 91754. This Business is conducted by: AN INDIVIDUAL. Signed: JUSOONG ZHAO. This statement was filed with the County Clerk of Los Angeles County on 07/18/2014. The registrant(s) has (have) commenced to transact business under the fictitious business name or names listed above on N/A. NOTICE: This Fictitious Name Statement expires five years from the date it was filed in the office of the County Clerk. Publish: Mountain Views News bbox=[882, 149, 1050, 238]
legal-notice bbox=[883, 337, 1050, 426]
notice-body: itself authorize the use in this state of a Fictitious Business Name in violation of the rights of another under Federal, State, or common law (See section 14411 et.seq., Business and Professions Code)Publish: Mountain Views News bbox=[356, 70, 524, 100]
notice-pub-dates: Dates Pub: August 02, 09, 16, 23, 2014 bbox=[181, 509, 282, 517]
notice-body: The following person(s) is (are) doing business as: BULGOGI HOUSE. 18311 E. COLIMA RD. #J, ROWLAND HTS., CA 91748. Full name of registrant(s) is (are) YK WORLDSHINE, INC. 18311 E. COLIMA RD. #J, ROWLAND HTS., CA 91748. This Business is conducted by: A CORPORATION. Signed: YOUNG KEUN PARK. This statement was filed with the County Clerk of Los Angeles County on 07/23/2014. The registrant(s) has (have) commenced to transact business under the fictitious business name or names listed above on 03/01/2010. NOTICE: This Fictitious Name Statement expires five years from the date it was filed in the office of the County Clerk. Publish: Mountain Views News bbox=[356, 781, 524, 870]
notice-title: FICTITIOUS BUSINESS NAME STATEMENT FILE NO. 2014-210102 bbox=[181, 223, 349, 238]
legal-notice bbox=[181, 821, 348, 932]
footer-address: 80 W Sierra Madre Blvd. No. 327 Sierra Madre, Ca. 91024 bbox=[173, 1967, 498, 1981]
notice-body: The following person(s) is (are) doing business as: SAV-MOR THRIFT STORE. 12551 E. CARSON ST., HAWAIIAN GARDENS, CA 90716. Full name of registrant(s) is (are) THRIFT EXPERIENCE, INC. 12551 E. CARSON ST., HAWAIIAN GARDENS, CA 90716. This Business is conducted by: A CORPORATION. Signed: ROBERT O. This statement was filed with the County Clerk of Los Angeles County on 07/29/2014. The registrant(s) has (have) commenced to transact business under the fictitious business name or names listed above on 10/05/2005. NOTICE: This Fictitious Name Statement expires five years from the date it was filed in the office of the County Clerk. A new Fictitious Business Name Statement must be filed prior to that date. The filing of this statement does not of itself authorize the use in this state of a Fictitious Business Name in violation of the rights of another under Federal, State, or common law (See section 14411 et.seq., Business and Professions Code)Publish: Mountain Views News bbox=[6, 855, 174, 981]
notice-body: The following person(s) HOSSEIN TAJIKI, 1111 PASEO JARDIN, SAN DIMAS, CA 91773, have abandoned the use of the fictitious business name: ALPINE FINANCIAL SERVICES, 1111 PASEO JARDIN, SAN DIMAS, CA 91773. The fictitious business name referred to above was filed in the County of Los Angeles on 08/06/2012. The original file number of 2014112007. The business was conducted by: AN INDIVIDUAL. This statement was filed with the County Clerk of Los Angeles on 07/30/2014. The business information in this statement is true and correct. (A registrant who declares as true information which he or she knows to be false, is guilty of a crime.) SIGNED: HOSSEIN TAJIKI/OWNER. Publish: Mountain Views News bbox=[181, 835, 349, 925]
masthead-subhead bbox=[8, 45, 352, 61]
notice-body: The following person(s) is (are) doing business as: KEY FINANCE. KEY FINANCIAL SERVICES. 8145 WHITTIER BLVD., PICO RIVERA, CA 90660. Full name of registrant(s) is (are) MITCHEL HUGH YOUNG. 8145 WHITTIER BLVD., PICO RIVERA, CA 90660. This Business is conducted by: AN INDIVIDUAL. Signed: MITCHEL HUGH YOUNG. This statement was filed with the County Clerk of Los Angeles County on 07/21/2014. Publish: Mountain Views News bbox=[882, 265, 1050, 324]
legal-notice bbox=[707, 950, 874, 1017]
notice-pub-dates: Dates Pub: July 26, August 02, 09, 16, 2014 bbox=[356, 99, 470, 107]
notice-pub-dates: Dates Pub: July 26, August 02, 09, 16, 2014 bbox=[707, 433, 820, 441]
notice-pub-dates: Dates Pub: July 26, August 02, 09, 16, 2014 bbox=[882, 692, 996, 700]
notice-body: The following person(s) is (are) doing business as: KRUNGSRI THAI FOOD. 1220 W. FRANCISQUITO AVE., WEST COVINA, CA 91790. Full name of registrant(s) is (are) BOONRAT JAROON WANJOONGSUK. 3523 W. VALENCIA DR., FULLERTON, CA 92833. This Business is conducted by: AN INDIVIDUAL. Signed: BOONRAT JAROON WANJOONGSUK. This statement was filed with the County Clerk of Los Angeles County on 07/22/2014. Publish: Mountain Views News bbox=[882, 445, 1050, 512]
legal-notice bbox=[6, 403, 173, 544]
notice-columns bbox=[6, 70, 1050, 1952]
legal-notice bbox=[357, 112, 524, 253]
footer-publication: Mountain Views News bbox=[8, 1965, 156, 1983]
notice-title: FICTITIOUS BUSINESS NAME STATEMENT FILE NO. 2014-203638 bbox=[6, 993, 174, 1009]
notice-body: The following person(s) is (are) doing business as: CORNERSTONE COMMERCIAL EQUIPMENT REPAIR. 835 ARROWHEAD, GLENDORA, CA 91740. Full name of registrant(s) is (are) GEORGE COLLEY. 835 E. ARROW HWY. #379, GLENDORA, CA 91740. This Business is conducted by: AN INDIVIDUAL. Signed: GEORGE COLLEY. This statement was filed with the County Clerk of Los Angeles County on 07/22/2014. The registrant(s) has (have) commenced to transact business under the fictitious business name or names listed above on N/A. NOTICE: This Fictitious Name Statement expires five years from the date it was filed in the office of the County Clerk. A new Fictitious Business Name Statement must be filed prior to that date. The filing of this statement does not of itself authorize the use in this state of a Fictitious Business Name in violation of the rights of another under Federal, State, or common law (See section 14411 et.seq., Business and Professions Code)Publish: Mountain Views News bbox=[531, 84, 700, 211]
legal-notice bbox=[883, 964, 1050, 1038]
notice-title: FICTITIOUS BUSINESS NAME STATEMENT FILE NO. 2014-194843 bbox=[531, 492, 700, 507]
legal-notice bbox=[6, 1139, 173, 1287]
notice-pub-dates: Dates Pub: July 26, August 02, 09, 16, 2014 bbox=[707, 685, 820, 693]
legal-notice bbox=[181, 1431, 348, 1542]
notice-body: The following person(s) is (are) doing business as: HAN DUONG TRUCKING. 4346 HORNBROOK AVE., BALDWIN PARK, CA 91706. Full name of registrant(s) is (are) DON DUONG. 4346 HORNBROOK AVE., BALDWIN PARK, CA 91706. This Business is conducted by: AN INDIVIDUAL. Signed: DON DUONG. This statement was filed with the County Clerk of Los Angeles County on 07/23/2014. Publish: Mountain Views News bbox=[707, 460, 875, 520]
legal-notice bbox=[707, 863, 874, 944]
legal-notice bbox=[532, 492, 699, 596]
legal-notice bbox=[181, 1285, 348, 1426]
legal-notice bbox=[707, 698, 874, 779]
notice-pub-dates: Dates Pub: August 02, 09, 16, 23, 2014 bbox=[6, 981, 107, 989]
notice-column bbox=[532, 70, 699, 1952]
notice-title: FICTITIOUS BUSINESS NAME STATEMENT FILE NO. 2014-202223 bbox=[882, 964, 1050, 979]
legal-notice bbox=[357, 650, 524, 761]
notice-pub-dates: Dates Pub: July 26, August 02, 09, 16, 2014 bbox=[707, 937, 820, 945]
legal-notice bbox=[357, 70, 524, 107]
notice-title: FICTITIOUS BUSINESS NAME STATEMENT FILE NO. 2014-210632 bbox=[181, 368, 349, 384]
notice-pub-dates: Dates Pub: August 02, 09, 16, 23, 2014 bbox=[181, 808, 282, 816]
legal-notice bbox=[883, 250, 1050, 331]
footer-fax: Fax: 626.609.3285 bbox=[640, 1967, 746, 1981]
notice-pub-dates: Dates Pub: July 26, August 02, 09, 16, 2014 bbox=[707, 771, 820, 779]
notice-title: FICTITIOUS BUSINESS NAME STATEMENT FILE NO. 2014-194685 bbox=[882, 877, 1050, 893]
legal-notice bbox=[6, 994, 173, 1135]
legal-notice bbox=[532, 223, 699, 371]
legal-notice bbox=[707, 532, 874, 606]
notice-pub-dates: Dates Pub: July 26, August 02, 09, 16, 2014 bbox=[707, 260, 820, 268]
notice-body: The following person(s) is (are) doing business as: THE RESURRECTED CHURCH. 5203 HAYTER AVE., LAKEWOOD, CA 90712. Full name of registrant(s) is (are) THE RESURRECTED CHURCH. 5203 HAYTER AVE., LAKEWOOD, CA 90712. This Business is conducted by: A CORPORATION. Signed: AMAURY ROSARIO. This statement was filed with the County Clerk of Los Angeles County on 07/29/2014. The registrant(s) has (have) commenced to transact business under the fictitious business name or names listed above on N/A. NOTICE: This Fictitious Name Statement expires five years from the date it was filed in the office of the County Clerk. A new Fictitious Business Name Statement must be filed prior to that date. The filing of this statement does not of itself authorize the use in this state of a Fictitious Business Name in violation of the rights of another under Federal, State, or common law (See section 14411 et.seq., Business and Professions Code)Publish: Mountain Views News bbox=[6, 1453, 174, 1579]
notice-body: The following person(s) is (are) doing business as: B.N.R CLEANING SERVICE. 9841 SOMERSET BLVD., BELLFLOWER, CA 90706. Full name of registrant(s) is (are) ERIKA AGUILAR. 9841 SOMERSET BLVD., BELLFLOWER, CA 90706. This Business is conducted by: AN INDIVIDUAL. Signed: ERIKA AGUILAR. This statement was filed with the County Clerk of Los Angeles County on 07/24/2014. The registrant(s) has (have) commenced to transact business under the fictitious business name or names listed above on 05/30/2014. Publish: Mountain Views News bbox=[531, 615, 700, 690]
notice-pub-dates: Dates Pub: July 26, August 02, 09, 16, 2014 bbox=[882, 606, 996, 614]
notice-pub-dates: Dates Pub: July 26, August 02, 09, 16, 2014 bbox=[356, 964, 470, 972]
legal-notice bbox=[707, 70, 874, 151]
notice-pub-dates: Dates Pub: July 26, August 02, 09, 16, 2014 bbox=[356, 398, 470, 406]
notice-pub-dates: Dates Pub: July 26, August 02, 09, 16, 2014 bbox=[531, 588, 645, 596]
notice-title: FICTITIOUS BUSINESS NAME STATEMENT FILE NO. 2014-197069 bbox=[531, 882, 700, 898]
notice-title: FICTITIOUS BUSINESS NAME STATEMENT FILE NO. 2014-203820 bbox=[6, 1438, 174, 1453]
legal-notice bbox=[357, 977, 524, 1073]
notice-title: FICTITIOUS BUSINESS NAME STATEMENT FILE NO. 2014-200659 bbox=[707, 366, 875, 381]
notice-pub-dates: Dates Pub: July 26, August 02, 09, 16, 2014 bbox=[181, 1534, 294, 1542]
issue-date: Saturday, August 9, 2014 bbox=[172, 45, 338, 61]
notice-title: FICTITIOUS BUSINESS NAME STATEMENT FILE NO. 2014-195484 bbox=[707, 272, 875, 287]
notice-title: FICTITIOUS BUSINESS NAME STATEMENT FILE NO. 2014-202025 bbox=[6, 694, 174, 710]
notice-body: The following person(s) is (are) doing business as: HKE BOOTS. 3330 WALNUT ST., CUDAHY, CA 90201. Full name of registrant(s) is (are) ROSA MARIA DELGADO. 8014 ATLANTIC AVE., CUDAHY, CA 90201. This Business is conducted by: AN INDIVIDUAL. Signed: ROSA MARIA DELGADO. This statement was filed with the County Clerk of Los Angeles County on 07/08/2014. Publish: Mountain Views News bbox=[707, 625, 875, 685]
legal-notice bbox=[532, 702, 699, 783]
legal-notice bbox=[181, 369, 348, 517]
legal-notice bbox=[883, 134, 1050, 245]
notice-title: FICTITIOUS BUSINESS NAME STATEMENT FILE NO. 2014-200206 bbox=[356, 1164, 524, 1179]
notice-title: FICTITIOUS BUSINESS NAME STATEMENT FILE NO. 2014-198260 bbox=[356, 534, 524, 549]
notice-pub-dates: Dates Pub: August 02, 09, 16, 23, 2014 bbox=[181, 356, 282, 364]
notice-body: The following person(s) is (are) doing business as: FRECK OPTICS. 2949 WELLINGTON RD., L.A., CA 90016. Full name of registrant(s) is (are) ERICK ALVARADO. 2949 WELLINGTON RD., L.A., CA 90016. This Business is conducted by: AN INDIVIDUAL. Signed: ERICK ALVARADO. This statement was filed with the County Clerk of Los Angeles County on 07/24/2014. Publish: Mountain Views News bbox=[531, 1077, 700, 1130]
notice-title: FICTITIOUS BUSINESS NAME STATEMENT FILE NO. 2014-199716 bbox=[356, 257, 524, 273]
notice-title: FICTITIOUS BUSINESS NAME STATEMENT FILE NO. 2014-195234 bbox=[882, 618, 1050, 633]
notice-title: FICTITIOUS BUSINESS NAME STATEMENT FILE NO. 2014-198381 bbox=[531, 376, 700, 391]
notice-title: FICTITIOUS BUSINESS NAME STATEMENT FILE NO. 2014-195138 bbox=[882, 134, 1050, 149]
legal-notice bbox=[883, 618, 1050, 699]
notice-title: FICTITIOUS BUSINESS NAME STATEMENT FILE NO. 2014-194710 bbox=[707, 156, 875, 171]
legal-notice bbox=[357, 767, 524, 878]
legal-notice bbox=[532, 883, 699, 972]
notice-pub-dates: Dates Pub: July 26, August 02, 09, 16, 2014 bbox=[707, 598, 820, 606]
notice-body: The following person(s) is (are) doing business as: CPS GENERAL CONTRACTORS. 9564 LOS ANGELES ST., BELLFLOWER, CA 90706. Full name of registrant(s) is (are) CARLOS PULIDO SEVILLANO. 9564 LOS ANGELES ST., BELLFLOWER, CA 90706. This Business is conducted by: AN INDIVIDUAL. Signed: CARLOS PULIDO SEVILLANO. This statement was filed with the County Clerk of Los Angeles County on 07/24/2014. The registrant(s) has (have) commenced to transact business under the fictitious business name or names listed above on N/A. NOTICE: This Fictitious Name Statement expires five years from the date it was filed in the office of the County Clerk. A new Fictitious Business Name Statement must be filed prior to that date. The filing of this statement does not of itself authorize the use in this state of a Fictitious Business Name in violation of the rights of another under Federal, State, or common law (See section 14411 et.seq., Business and Professions Code)Publish: Mountain Views News bbox=[531, 237, 700, 364]
notice-body: The following person(s) is (are) doing business as: CANGREJOS RESTAURANTE LATINOS. 1933 E. 77th ST., L.A., CA 90001. Full name of registrant(s) is (are) DANIEL SALGADO HERNANDEZ. 9838 TRUMAN AVE., BALDWIN PARK, CA 91706. This Business is conducted by: AN INDIVIDUAL. Signed: DANIEL SALGADO HERNANDEZ. This statement was filed with the County Clerk of Los Angeles County on 07/18/2014. The registrant(s) has (have) commenced to transact business under the fictitious business name or names listed above on N/A. Publish: Mountain Views News bbox=[356, 991, 524, 1065]
legal-notice bbox=[883, 878, 1050, 959]
notice-title: FICTITIOUS BUSINESS NAME STATEMENT FILE NO. 2014-197183 bbox=[356, 1077, 524, 1093]
notice-pub-dates: Dates Pub: August 02, 09, 16, 23, 2014 bbox=[6, 1579, 107, 1587]
legal-notice bbox=[6, 105, 173, 246]
notice-body: The following person(s) is (are) doing business as: VALLEY PLUS TOBACCO MARKET. 13600 AVALON BLVD., L.A., CA 90061. Full name of registrant(s) is (are) REZEK KAGAB. 13600 AVALON BLVD., L.A., CA 90061. This Business is conducted by: AN INDIVIDUAL. Signed: REZEK KAGAB. This statement was filed with the County Clerk of Los Angeles County on 07/29/2014. The registrant(s) has (have) commenced to transact business under the fictitious business name or names listed above on N/A. NOTICE: This Fictitious Name Statement expires five years from the date it was filed in the office of the County Clerk. A new Fictitious Business Name Statement must be filed prior to that date. The filing of this statement does not of itself authorize the use in this state of a Fictitious Business Name in violation of the rights of another under Federal, State, or common law (See section 14411 et.seq., Business and Professions Code)Publish: Mountain Views News bbox=[181, 536, 349, 655]
notice-title: FICTITIOUS BUSINESS NAME STATEMENT FILE NO. 2014-203462 bbox=[6, 549, 174, 564]
notice-pub-dates: Dates Pub: July 26, August 02, 09, 16, 2014 bbox=[882, 951, 996, 959]
notice-pub-dates: Dates Pub: July 26, August 02, 09, 16, 2014 bbox=[531, 210, 645, 218]
notice-title: FICTITIOUS BUSINESS NAME STATEMENT FILE NO. 2014-198418 bbox=[181, 1285, 349, 1300]
notice-body: The following person(s) is (are) doing business as: SILVER TUSK. 606 S. BROADWAY ST. #C-11, L.A., CA 90014. Full name of registrant(s) is (are) ELIAS JOSEPH RAMIRES FRANCO. 606 S. BROADWAY ST. #C-11, L.A., CA 90014. This Business is conducted by: AN INDIVIDUAL. Signed: ELIAS JOSEPH RAMIRES FRANCO. This statement was filed with the County Clerk of Los Angeles County on 07/31/2014. The registrant(s) has (have) commenced to transact business under the fictitious business name or names listed above on N/A. NOTICE: This Fictitious Name Statement expires five years from the date it was filed in the office of the County Clerk. A new Fictitious Business Name Statement must be filed prior to that date. The filing of this statement does not of itself authorize the use in this state of a Fictitious Business Name in violation of the rights of another under Federal, State, or common law (See section 14411 et.seq., Business and Professions Code)Publish: Mountain Views News bbox=[6, 1154, 174, 1280]
legal-notice bbox=[707, 273, 874, 362]
legal-notice bbox=[357, 883, 524, 972]
legal-notice bbox=[6, 841, 173, 989]
notice-column bbox=[707, 70, 874, 1952]
legal-notice bbox=[883, 705, 1050, 786]
notice-body: The following person(s) is (are) doing business as: BEST CHOICE FURNITURE, 350 WESTMINSTER; 435 COAST; 1010 VICTORIA; 350 WESTMINSTER. Full name of registrant(s) is (are) ENTOURAGE PROPERTY MANAGEMENT LLC. This Business is conducted by: A LIMITED LIABILITY COMPANY. Signed: EDWARD GOZON JR. This statement was filed with the County Clerk of Los Angeles County on 07/18/2014. The registrant(s) has (have) commenced to transact business under the fictitious business name or names listed above on N/A. NOTICE: This Fictitious Name Statement expires five years from the date it was filed in the office of the County Clerk. Publish: Mountain Views News bbox=[181, 1445, 349, 1535]
legal-notice bbox=[707, 611, 874, 692]
notice-body: The following person(s) is (are) doing business as: IMAGES NAILS & SPA. 850 S. GREEN ST., PASADENA, CA 91105. Full name of registrant(s) is (are) QUANG KIEM MAI. 1963 CALIFORNIA ST. #4, LOS ANGELES, CA 90065. This Business is conducted by: AN INDIVIDUAL. Signed: QUANG KIEM MAI. This statement was filed with the County Clerk of Los Angeles County on 07/23/2014. Publish: Mountain Views News bbox=[707, 712, 875, 772]
notice-title: FICTITIOUS BUSINESS NAME STATEMENT FILE NO. 2014-199727 bbox=[531, 788, 700, 804]
notice-title: FILE NO. 2014-203602 STATEMENT OF ABANDONMENT OF USE OF FICTITIOUS BUSINESS NAME bbox=[181, 1176, 349, 1191]
notice-body: The following person(s) is (are) doing business as: V.I.P. MEDICAL CENTER. 17134 COLIMA RD. STE H, HACIENDA HTS., CA 91745. Full name of registrant(s) is (are) UNITED STAR PERFORMING ARTS CORPORATION. 617 AMY CT., WALNUT, CA 91789. This Business is conducted by: A CORPORATION. Signed: BIN ZHAO. This statement was filed with the County Clerk of Los Angeles County on 08/01/2014. The registrant(s) has (have) commenced to transact business under the fictitious business name or names listed above on N/A. NOTICE: This Fictitious Name Statement expires five years from the date it was filed in the office of the County Clerk. A new Fictitious Business Name Statement must be filed prior to that date. The filing of this statement does not of itself authorize the use in this state of a Fictitious Business Name in violation of the rights of another under Federal, State, or common law (See section 14411 et.seq., Business and Professions Code)Publish: Mountain Views News bbox=[181, 383, 349, 510]
notice-title: FICTITIOUS BUSINESS NAME STATEMENT FILE NO. 2014-194686 bbox=[882, 524, 1050, 539]
legal-notice bbox=[357, 534, 524, 645]
notice-body: The following person(s) is (are) doing business as: CAZA TACOS RESTAURANT. 9028 ARTESIA BLVD., BELLFLOWER, CA 90706. Full name of registrant(s) is (are) JOSE L. CAZARES TAMAYO. 9028 ARTESIA BLVD., BELLFLOWER, CA 90706. This Business is conducted by: AN INDIVIDUAL. Signed: JOSE L. CAZARES TAMAYO. This statement was filed with the County Clerk of Los Angeles County on 07/22/2014. Publish: Mountain Views News bbox=[356, 1092, 524, 1152]
notice-body: The following person(s) is (are) doing business as: E & BEAN FASHION. 716 S. SPRING ST. #616, L.A., CA 90014. Full name of registrant(s) is (are) JOSE EDUARDO TORIJA COVARRUBIAS. 716 S. SPRING ST. #616, L.A., CA 90014. This Business is conducted by: AN INDIVIDUAL. Signed: JOSE EDUARDO TORIJA COVARRUBIAS. This statement was filed with the County Clerk of Los Angeles County on 07/29/2014. Publish: Mountain Views News bbox=[531, 717, 700, 776]
legal-notice bbox=[883, 525, 1050, 614]
notice-pub-dates: Dates Pub: July 26, August 02, 09, 16, 2014 bbox=[882, 418, 996, 426]
notice-title: FICTITIOUS BUSINESS NAME STATEMENT FILE NO. 2014-194329 bbox=[181, 1430, 349, 1446]
notice-title: FICTITIOUS BUSINESS NAME STATEMENT FILE NO. 2014-198750 bbox=[707, 531, 875, 547]
notice-body: The following person(s) is (are) doing business as: CONTROL THE OUTCOME. 9714 S. 5th AVE., INGLEWOOD, CA 90305. Full name of registrant(s) is (are) LEONARD WILLIAMS. 3345 FAY AVE., CULVER CITY, CA 90232. This Business is conducted by: A GENERAL PARTNERSHIP. Signed: LEONARD WILLIAMS. This statement was filed with the County Clerk of Los Angeles County on 07/03/2014. Publish: Mountain Views News bbox=[356, 1179, 524, 1238]
